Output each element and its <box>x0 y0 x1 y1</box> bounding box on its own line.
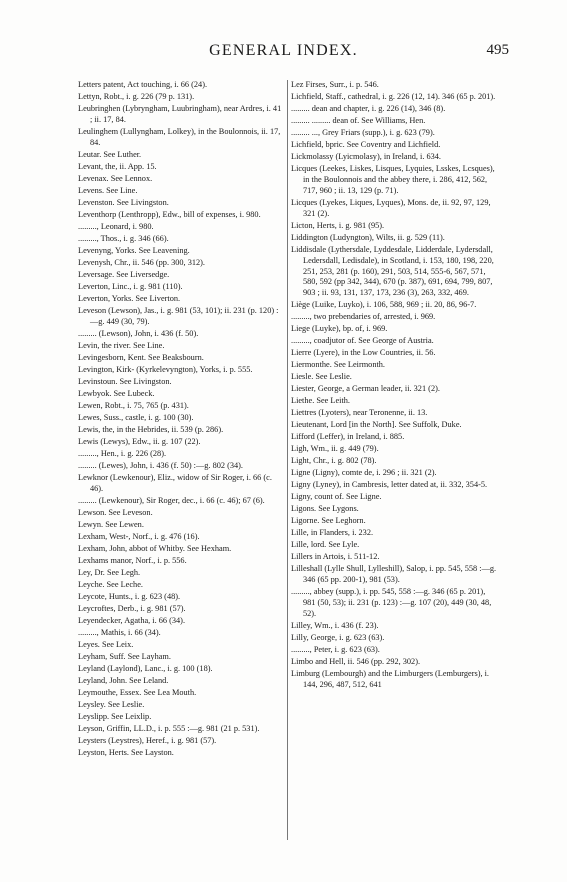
running-head: GENERAL INDEX. <box>209 42 358 59</box>
index-entry: Liege (Luyke), bp. of, i. 969. <box>291 324 388 334</box>
index-entry: Liermonthe. See Leirmonth. <box>291 360 386 370</box>
index-entry: Leycote, Hunts., i. g. 623 (48). <box>78 591 181 601</box>
index-entry: Liesle. See Leslie. <box>291 372 352 382</box>
index-entry: ......... (Lewkenour), Sir Roger, dec., i. 66 (c. 46); 67 (6). <box>78 495 265 505</box>
index-entry: Liettres (Lyoters), near Teronenne, ii. 13. <box>291 408 428 418</box>
index-entry: Leverton, Linc., i. g. 981 (110). <box>78 281 183 291</box>
index-entry: Leyham, Suff. See Layham. <box>78 651 171 661</box>
left-column <box>78 80 284 760</box>
index-entry: Lilley, Wm., i. 436 (f. 23). <box>291 621 379 631</box>
index-entry: Limburg (Lembourgh) and the Limburgers (Lemburgers), i. 144, 296, 487, 512, 641 <box>291 669 490 689</box>
index-entry: Leubringhen (Lybryngham, Luubringham), near Ardres, i. 41 ; ii. 17, 84. <box>78 104 282 124</box>
index-entry: Liège (Luike, Luyko), i. 106, 588, 969 ; ii. 20, 86, 96-7. <box>291 300 477 310</box>
index-entry: ........., Hen., i. g. 226 (28). <box>78 448 167 458</box>
index-entry: Leyche. See Leche. <box>78 579 143 589</box>
index-entry: ......... ......... dean of. See Williams, Hen. <box>291 116 426 125</box>
index-entry: Lichfield, bpric. See Coventry and Lichfield. <box>291 140 441 149</box>
index-entry: Lewes, Suss., castle, i. g. 100 (30). <box>78 412 194 422</box>
index-entry: Licques (Leekes, Liskes, Lisques, Lyquies, Lsskes, Lcsques), in the Boulonnois and the abbey there, i. 286, 412, 562, 717, 960 ; ii. 13, 129 (p. 71). <box>291 164 495 195</box>
index-entry: Lickmolassy (Lyicmolasy), in Ireland, i. 634. <box>291 152 442 161</box>
index-entry: ........., Mathis, i. 66 (34). <box>78 627 161 637</box>
index-entry: Leysters (Leystres), Heref., i. g. 981 (57). <box>78 735 217 745</box>
index-entry: Leventhorp (Lenthropp), Edw., bill of expenses, i. 980. <box>78 209 261 219</box>
index-entry: Lexham, John, abbot of Whitby. See Hexham. <box>78 543 232 553</box>
index-entry: Levenysh, Chr., ii. 546 (pp. 300, 312). <box>78 257 205 267</box>
index-entry: Lilleshall (Lylle Shull, Lylleshill), Salop, i. pp. 545, 558 :—g. 346 (65 pp. 200-1), 981 (53). <box>291 564 497 585</box>
index-entry: Lieutenant, Lord [in the North]. See Suffolk, Duke. <box>291 420 462 430</box>
index-entry: Ligons. See Lygons. <box>291 504 359 514</box>
index-entry: Ligorne. See Leghorn. <box>291 516 366 526</box>
index-entry: Leveson (Lewson), Jas., i. g. 981 (53, 101); ii. 231 (p. 120) :—g. 449 (30, 79). <box>78 305 279 326</box>
index-entry: ........., Peter, i. g. 623 (63). <box>291 645 380 655</box>
index-entry: Lifford (Leffer), in Ireland, i. 885. <box>291 432 405 442</box>
index-entry: ........., two prebendaries of, arrested, i. 969. <box>291 312 436 322</box>
index-entry: Levenyng, Yorks. See Leavening. <box>78 245 190 255</box>
index-entry: Leyslipp. See Leixlip. <box>78 711 152 721</box>
index-entry: Lillers in Artois, i. 511-12. <box>291 552 380 562</box>
index-entry: Levens. See Line. <box>78 185 138 195</box>
index-entry: Lewen, Robt., i. 75, 765 (p. 431). <box>78 400 189 410</box>
index-entry: Leverton, Yorks. See Liverton. <box>78 293 181 303</box>
index-entry: ......... (Lewson), John, i. 436 (f. 50). <box>78 328 199 338</box>
index-entry: Leulinghem (Lullyngham, Lolkey), in the Boulonnois, ii. 17, 84. <box>78 126 281 147</box>
index-entry: Lilly, George, i. g. 623 (63). <box>291 633 385 643</box>
page-number: 495 <box>486 42 509 58</box>
index-entry: Levenston. See Livingston. <box>78 197 169 207</box>
index-entry: Liester, George, a German leader, ii. 321 (2). <box>291 384 440 394</box>
index-entry: Lewbyok. See Lubeck. <box>78 388 155 398</box>
index-entry: ........., coadjutor of. See George of Austria. <box>291 336 434 346</box>
index-entry: ........., Leonard, i. 980. <box>78 221 154 231</box>
index-entry: Levinstoun. See Livingston. <box>78 376 172 386</box>
index-entry: Lexham, West-, Norf., i. g. 476 (16). <box>78 531 200 541</box>
index-entry: Limbo and Hell, ii. 546 (pp. 292, 302). <box>291 657 421 667</box>
index-entry: Lettyn, Robt., i. g. 226 (79 p. 131). <box>78 92 195 101</box>
index-entry: Lez Firses, Surr., i. p. 546. <box>291 80 379 89</box>
column-divider <box>287 80 288 840</box>
index-entry: Leycroftes, Derb., i. g. 981 (57). <box>78 603 186 613</box>
index-entry: Levenax. See Lennox. <box>78 173 153 183</box>
index-entry: Liethe. See Leith. <box>291 396 350 406</box>
index-entry: Lewson. See Leveson. <box>78 507 153 517</box>
index-entry: Lewis (Lewys), Edw., ii. g. 107 (22). <box>78 436 201 446</box>
index-entry: Leymouthe, Essex. See Lea Mouth. <box>78 687 197 697</box>
index-entry: Levington, Kirk- (Kyrkelevyngton), Yorks, i. p. 555. <box>78 364 253 374</box>
index-entry: Licton, Herts, i. g. 981 (95). <box>291 220 385 230</box>
index-entry: Lewyn. See Lewen. <box>78 519 144 529</box>
index-entry: Leyland (Laylond), Lanc., i. g. 100 (18). <box>78 663 213 673</box>
index-entry: Lexhams manor, Norf., i. p. 556. <box>78 555 187 565</box>
index-entry: ......... (Lewes), John, i. 436 (f. 50) :—g. 802 (34). <box>78 460 243 470</box>
index-entry: Leversage. See Liversedge. <box>78 269 170 279</box>
right-column <box>291 80 497 692</box>
index-entry: Leysley. See Leslie. <box>78 699 145 709</box>
index-entry: ......... ..., Grey Friars (supp.), i. g. 623 (79). <box>291 128 435 137</box>
index-entry: Liddisdale (Lythersdale, Lyddesdale, Lidderdale, Lydersdall, Ledersdall, Ledisdale), in Scotland, i. 153, 180, 198, 220, 251, 253, 281 (p. 160), 291, 503, 514, 555-6, 567, 571, 580, 592 (pp 342, 344), 670 (p. 387), 691, 694, 799, 807, 903 ; ii. 93, 131, 137, 173, 236 (3), 263, 332, 469. <box>291 244 494 298</box>
index-entry: ......... dean and chapter, i. g. 226 (14), 346 (8). <box>291 104 446 113</box>
index-entry: ........., abbey (supp.), i. pp. 545, 558 :—g. 346 (65 p. 201), 981 (50, 53); ii. 231 (p. 123) :—g. 107 (20), 449 (30, 48, 52). <box>291 587 492 619</box>
index-entry: Leutar. See Luther. <box>78 149 142 159</box>
index-entry: Licques (Lyekes, Liques, Lyques), Mons. de, ii. 92, 97, 129, 321 (2). <box>291 197 491 218</box>
index-entry: Leyston, Herts. See Layston. <box>78 747 174 757</box>
index-entry: Letters patent, Act touching, i. 66 (24). <box>78 80 208 89</box>
index-entry: Leyland, John. See Leland. <box>78 675 169 685</box>
index-entry: Lierre (Lyere), in the Low Countries, ii. 56. <box>291 348 436 358</box>
index-entry: Ley, Dr. See Legh. <box>78 567 141 577</box>
index-entry: Ligny, count of. See Ligne. <box>291 492 382 502</box>
index-entry: Lewknor (Lewkenour), Eliz., widow of Sir Roger, i. 66 (c. 46). <box>78 472 272 493</box>
index-entry: Ligne (Ligny), comte de, i. 296 ; ii. 321 (2). <box>291 468 437 478</box>
index-entry: Light, Chr., i. g. 802 (78). <box>291 456 377 466</box>
index-entry: Levin, the river. See Line. <box>78 340 165 350</box>
index-entry: Liddington (Ludyngton), Wilts, ii. g. 529 (11). <box>291 232 445 242</box>
index-entry: Levingesborn, Kent. See Beaksbourn. <box>78 352 204 362</box>
index-entry: Ligh, Wm., ii. g. 449 (79). <box>291 444 379 454</box>
index-entry: Leyendecker, Agatha, i. 66 (34). <box>78 615 186 625</box>
index-entry: Lewis, the, in the Hebrides, ii. 539 (p. 286). <box>78 424 224 434</box>
page-header <box>0 40 567 64</box>
index-entry: Levant, the, ii. App. 15. <box>78 161 157 171</box>
index-entry: Lichfield, Staff., cathedral, i. g. 226 (12, 14). 346 (65 p. 201). <box>291 92 496 101</box>
index-entry: ........., Thos., i. g. 346 (66). <box>78 233 169 243</box>
index-entry: Leyson, Griffin, LL.D., i. p. 555 :—g. 981 (21 p. 531). <box>78 723 260 733</box>
index-entry: Ligny (Lyney), in Cambresis, letter dated at, ii. 332, 354-5. <box>291 480 488 490</box>
index-entry: Lille, in Flanders, i. 232. <box>291 528 374 538</box>
index-entry: Lille, lord. See Lyle. <box>291 540 360 550</box>
index-entry: Leyes. See Leix. <box>78 639 134 649</box>
